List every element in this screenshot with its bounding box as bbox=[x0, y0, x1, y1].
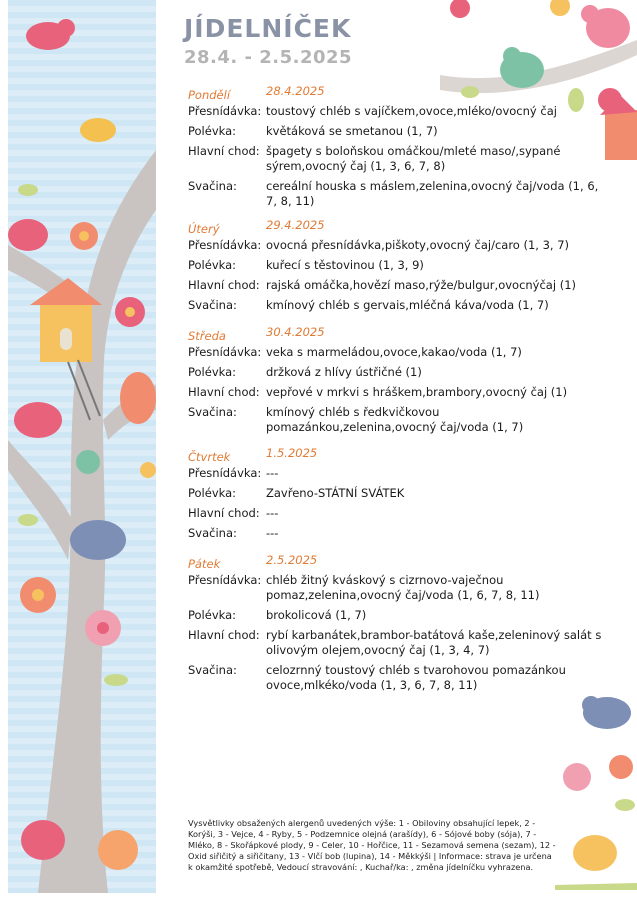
day-block-friday bbox=[186, 555, 606, 698]
page-title: JÍDELNÍČEK bbox=[184, 14, 352, 43]
meal-row bbox=[186, 124, 606, 144]
day-name: Pondělí bbox=[188, 88, 231, 102]
meal-label: Polévka: bbox=[188, 608, 237, 622]
meal-value: veka s marmeládou,ovoce,kakao/voda (1, 7) bbox=[266, 345, 522, 359]
meal-row bbox=[186, 365, 606, 385]
day-name: Čtvrtek bbox=[188, 450, 231, 464]
meal-label: Přesnídávka: bbox=[188, 238, 262, 252]
meal-label: Svačina: bbox=[188, 405, 237, 419]
meal-label: Svačina: bbox=[188, 526, 237, 540]
meal-row bbox=[186, 466, 606, 486]
meal-value: špagety s boloňskou omáčkou/mleté maso/,sypané sýrem,ovocný čaj (1, 3, 6, 7, 8) bbox=[266, 144, 561, 173]
meal-label: Hlavní chod: bbox=[188, 278, 260, 292]
allergen-footnote: Vysvětlivky obsažených alergenů uvedených výše: 1 - Obiloviny obsahující lepek, 2 - Korýši, 3 - Vejce, 4 - Ryby, 5 - Podzemnice olejná (arašídy), 6 - Sójové boby (sója), 7 - Mléko, 8 - Skořápkové plody, 9 - Celer, 10 - Hořčice, 11 - Sezamová semena (sezam), 12 - Oxid siřičitý a siřičitany, 13 - Vlčí bob (lupina), 14 - Měkkýši | Informace: strava je určena k okamžité spotřebě, Vedoucí stravování: , Kuchař/ka: , změna jídelníčku vyhrazena. bbox=[188, 818, 556, 872]
meal-row bbox=[186, 608, 606, 628]
meal-value: kuřecí s těstovinou (1, 3, 9) bbox=[266, 258, 424, 272]
meal-row bbox=[186, 104, 606, 124]
day-block-monday bbox=[186, 86, 606, 214]
meal-row bbox=[186, 278, 606, 298]
meal-value: toustový chléb s vajíčkem,ovoce,mléko/ovocný čaj bbox=[266, 104, 557, 118]
decorative-tree-strip bbox=[8, 0, 156, 893]
day-block-thursday bbox=[186, 448, 606, 546]
day-date: 29.4.2025 bbox=[266, 218, 325, 232]
meal-label: Přesnídávka: bbox=[188, 573, 262, 587]
meal-value: rajská omáčka,hovězí maso,rýže/bulgur,ovocnýčaj (1) bbox=[266, 278, 576, 292]
meal-label: Hlavní chod: bbox=[188, 385, 260, 399]
meal-label: Přesnídávka: bbox=[188, 466, 262, 480]
meal-value: vepřové v mrkvi s hráškem,brambory,ovocný čaj (1) bbox=[266, 385, 568, 399]
day-date: 28.4.2025 bbox=[266, 84, 325, 98]
meal-value: cereální houska s máslem,zelenina,ovocný čaj/voda (1, 6, 7, 8, 11) bbox=[266, 179, 599, 208]
meal-value: --- bbox=[266, 526, 279, 540]
meal-value: kmínový chléb s gervais,mléčná káva/voda (1, 7) bbox=[266, 298, 549, 312]
meal-row bbox=[186, 385, 606, 405]
meal-value: --- bbox=[266, 466, 279, 480]
meal-value: kmínový chléb s ředkvičkovou pomazánkou,zelenina,ovocný čaj/voda (1, 7) bbox=[266, 405, 524, 434]
bottom-right-decoration bbox=[555, 685, 637, 890]
meal-value: Zavřeno-STÁTNÍ SVÁTEK bbox=[266, 486, 405, 500]
meal-label: Hlavní chod: bbox=[188, 506, 260, 520]
meal-row bbox=[186, 298, 606, 318]
meal-row bbox=[186, 526, 606, 546]
meal-label: Svačina: bbox=[188, 179, 237, 193]
meal-row bbox=[186, 144, 606, 179]
day-date: 1.5.2025 bbox=[266, 446, 318, 460]
meal-row bbox=[186, 345, 606, 365]
tree-illustration bbox=[8, 0, 156, 893]
meal-row bbox=[186, 573, 606, 608]
meal-value: celozrnný toustový chléb s tvarohovou pomazánkou ovoce,mlkéko/voda (1, 3, 6, 7, 8, 11) bbox=[266, 663, 566, 692]
day-date: 30.4.2025 bbox=[266, 325, 325, 339]
day-name: Úterý bbox=[188, 222, 220, 236]
meal-label: Polévka: bbox=[188, 486, 237, 500]
meal-label: Svačina: bbox=[188, 663, 237, 677]
day-name: Středa bbox=[188, 329, 226, 343]
meal-row bbox=[186, 486, 606, 506]
meal-row bbox=[186, 238, 606, 258]
meal-row bbox=[186, 628, 606, 663]
meal-label: Hlavní chod: bbox=[188, 628, 260, 642]
meal-label: Polévka: bbox=[188, 124, 237, 138]
meal-value: květáková se smetanou (1, 7) bbox=[266, 124, 438, 138]
meal-value: chléb žitný kváskový s cizrnovo-vaječnou pomaz,zelenina,ovocný čaj/voda (1, 6, 7, 8, 11) bbox=[266, 573, 540, 602]
meal-value: ovocná přesnídávka,piškoty,ovocný čaj/caro (1, 3, 7) bbox=[266, 238, 570, 252]
meal-row bbox=[186, 405, 606, 440]
meal-label: Přesnídávka: bbox=[188, 345, 262, 359]
day-block-tuesday bbox=[186, 220, 606, 318]
meal-label: Polévka: bbox=[188, 365, 237, 379]
meal-row bbox=[186, 506, 606, 526]
meal-value: brokolicová (1, 7) bbox=[266, 608, 367, 622]
meal-row bbox=[186, 179, 606, 214]
meal-row bbox=[186, 258, 606, 278]
meal-label: Přesnídávka: bbox=[188, 104, 262, 118]
day-block-wednesday bbox=[186, 327, 606, 440]
meal-row bbox=[186, 663, 606, 698]
meal-label: Hlavní chod: bbox=[188, 144, 260, 158]
day-name: Pátek bbox=[188, 557, 221, 571]
meal-label: Polévka: bbox=[188, 258, 237, 272]
day-date: 2.5.2025 bbox=[266, 553, 318, 567]
meal-value: --- bbox=[266, 506, 279, 520]
meal-value: rybí karbanátek,brambor-batátová kaše,zeleninový salát s olivovým olejem,ovocný čaj (1, 3, 4, 7) bbox=[266, 628, 602, 657]
date-range: 28.4. - 2.5.2025 bbox=[184, 47, 353, 68]
meal-value: držková z hlívy ústřičné (1) bbox=[266, 365, 422, 379]
meal-label: Svačina: bbox=[188, 298, 237, 312]
